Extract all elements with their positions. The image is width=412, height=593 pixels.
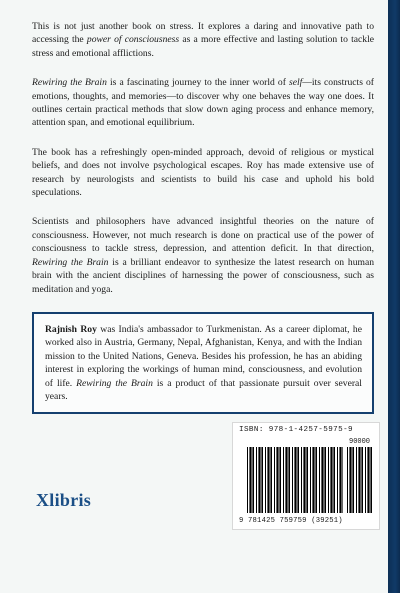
text-run: Rewiring the Brain [32, 256, 109, 268]
barcode-bar [249, 447, 251, 513]
barcode-box [232, 422, 380, 530]
barcode-bar [270, 447, 272, 513]
barcode-bar [337, 447, 338, 513]
barcode-bar [256, 447, 257, 513]
text-run: This is not just another book on stress. It explores a daring and innovative path to accessing the [32, 21, 374, 46]
barcode-bar [356, 447, 357, 513]
barcode-bar [247, 447, 248, 513]
text-run: power of consciousness [86, 34, 180, 46]
barcode-bar [252, 447, 254, 513]
barcode-addon-bars [347, 447, 373, 515]
text-run: is a fascinating journey to the inner world of [106, 77, 289, 89]
barcode-bar [265, 447, 266, 513]
barcode-bar [261, 447, 263, 513]
barcode-bar [297, 447, 299, 513]
text-run: self [288, 77, 303, 89]
barcode-bars [247, 447, 343, 515]
text-run: is a brilliant endeavor to synthesize the latest research on human brain with the ancient disciplines of harnessing the power of consciousness, such as meditation and yoga. [32, 256, 375, 295]
text-run: Rewiring the Brain [32, 77, 107, 89]
text-run: was India's ambassador to Turkmenistan. As a career diplomat, he worked also in Austria, Germany, Nepal, Afghanistan, Kenya, and with the Indian mission to the United Nations, Geneva. Besides his profession, he has an abiding interest in exploring the workings of human mind, consciousness, and evolution of life. [45, 323, 362, 389]
text-run: is a product of that passionate pursuit over several years. [45, 377, 362, 402]
barcode-bar [285, 447, 287, 513]
text-run: The book has a refreshingly open-minded approach, devoid of religious or mystical beliefs, and does not involve psychological escapes. Roy has made extensive use of research by neurologists and scientists to build his case and uphold his bold speculations. [32, 146, 374, 199]
barcode-bar [342, 447, 343, 513]
text-run: Scientists and philosophers have advanced insightful theories on the nature of consciousness. However, not much research is done on practical use of the power of consciousness to tackle stress, depression, and attention deficit. In that direction, [32, 216, 374, 255]
barcode-bar [347, 447, 348, 513]
barcode-bar [330, 447, 332, 513]
cover-footer [32, 414, 374, 534]
spine-edge [388, 0, 400, 593]
barcode-bar [365, 447, 366, 513]
barcode-bar [294, 447, 296, 513]
text-run: —its constructs of emotions, thoughts, and memories—to discover why one behaves the way one does. It outlines certain practical methods that slow down aging process and enhance memory, attention span, and emotional equilibrium. [32, 77, 374, 129]
description-paragraph [32, 76, 374, 130]
barcode-addon-number: 90000 [349, 438, 371, 447]
description-paragraph [32, 215, 374, 295]
barcode-bar [312, 447, 314, 513]
barcode-bar [310, 447, 311, 513]
barcode-bar [321, 447, 323, 513]
description-paragraph [32, 146, 374, 200]
description-text [32, 20, 374, 296]
barcode-bar [288, 447, 290, 513]
barcode-bar [306, 447, 308, 513]
barcode-bar [352, 447, 354, 513]
barcode-bar [349, 447, 351, 513]
barcode-bar [367, 447, 369, 513]
barcode-bar [276, 447, 278, 513]
barcode-bar [361, 447, 363, 513]
barcode-bar [324, 447, 326, 513]
barcode-bar [333, 447, 335, 513]
barcode-bar [303, 447, 305, 513]
barcode-bar [319, 447, 320, 513]
barcode-bar [315, 447, 317, 513]
description-paragraph [32, 20, 374, 60]
barcode-bar [274, 447, 275, 513]
barcode-bar [279, 447, 281, 513]
text-run: as a more effective and lasting solution to tackle stress and emotional afflictions. [32, 34, 374, 59]
author-bio-box [32, 312, 374, 414]
publisher-logo: Xlibris [36, 490, 92, 511]
barcode-bar [370, 447, 372, 513]
barcode-bar [301, 447, 302, 513]
barcode-bar [339, 447, 341, 513]
barcode-bar [292, 447, 293, 513]
barcode-bar [358, 447, 360, 513]
isbn-label: ISBN: 978-1-4257-5975-9 [239, 426, 354, 435]
barcode-bar [267, 447, 269, 513]
barcode-bar [328, 447, 329, 513]
text-run: Rajnish Roy [45, 323, 97, 335]
barcode-bar [258, 447, 260, 513]
barcode-bar [283, 447, 284, 513]
barcode-digits: 9 781425 759759 (39251) [239, 517, 343, 526]
text-run: Rewiring the Brain [76, 377, 153, 389]
